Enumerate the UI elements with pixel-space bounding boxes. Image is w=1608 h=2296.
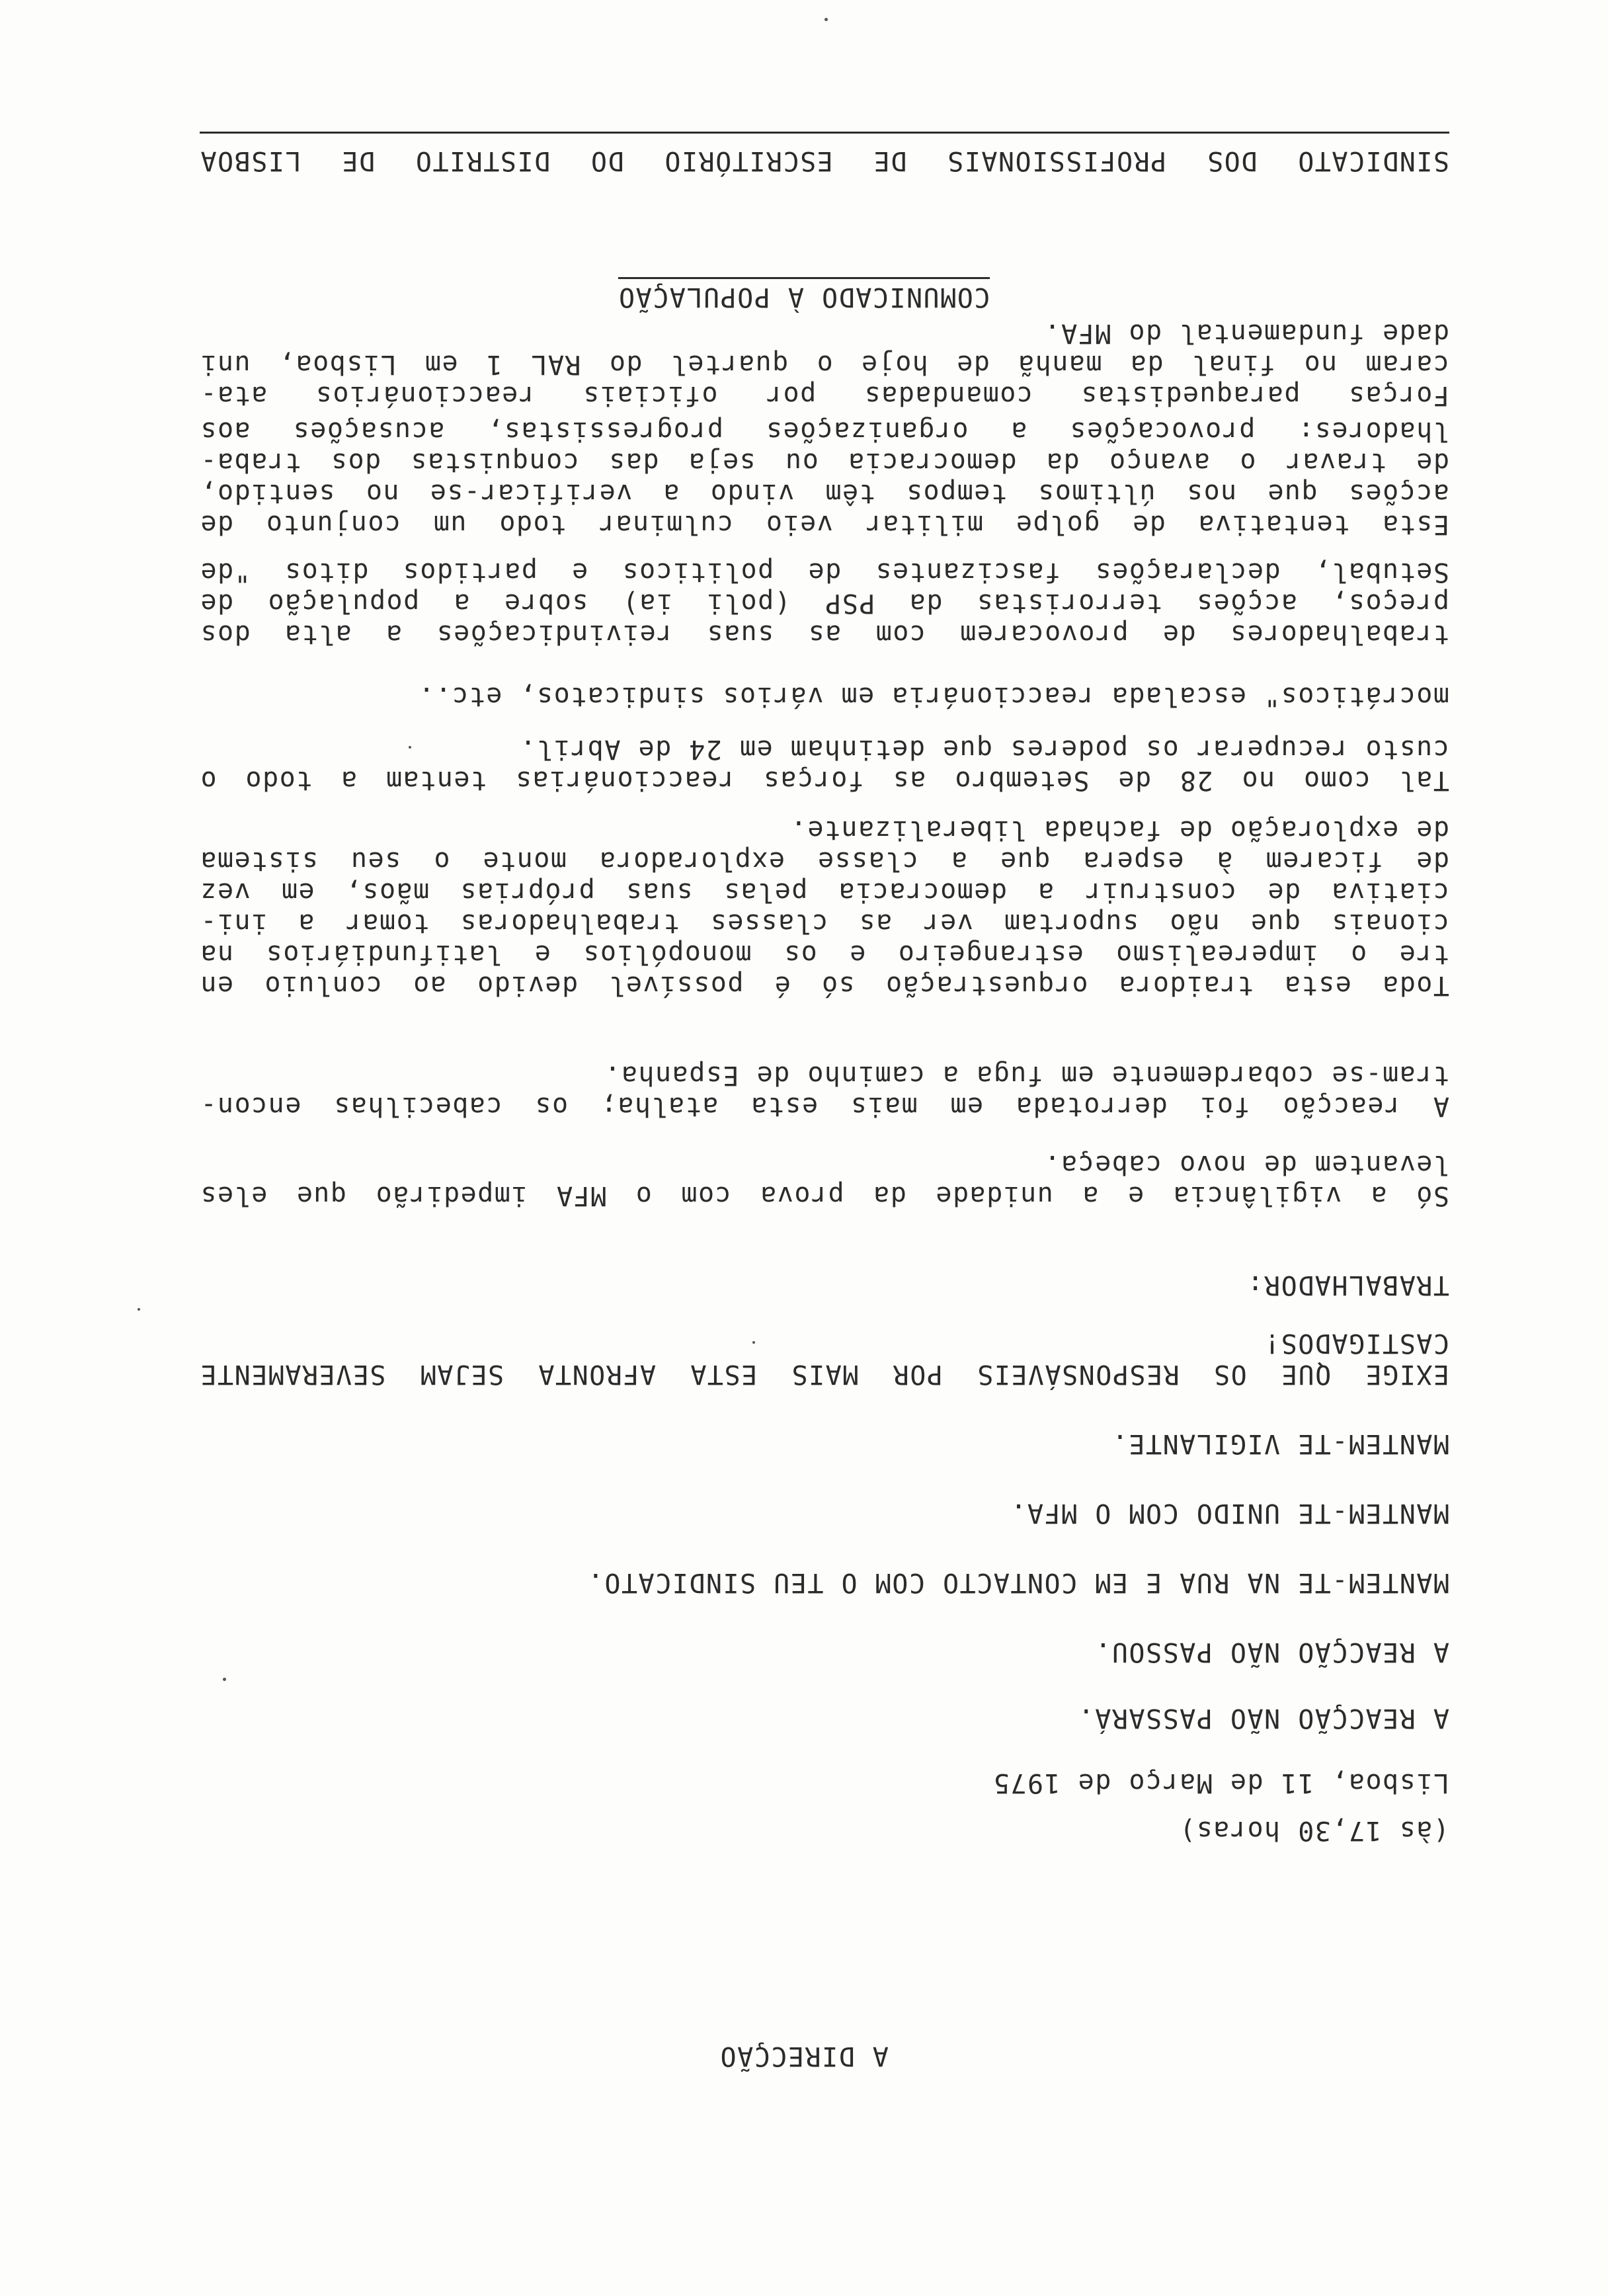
slogan-5: A REACÇÃO NÃO PASSARÁ. <box>1077 1703 1449 1733</box>
slogan-1: MANTEM-TE VIGILANTE. <box>1111 1428 1449 1459</box>
paragraph-2-line-4: lhadores: provocações a organizações progressistas, acusações aos <box>200 416 1449 446</box>
paragraph-4-line-4: ciativa de construir a democracia pelas suas próprias mãos, em vez <box>200 877 1449 907</box>
scan-speck <box>752 1341 755 1344</box>
paragraph-1-line-3: dade fundamental do MFA. <box>1043 318 1449 348</box>
slogan-3: MANTEM-TE NA RUA E EM CONTACTO COM O TEU SINDICATO. <box>586 1567 1449 1598</box>
paragraph-3-line-2: custo recuperar os poderes que detinham em 24 de Abril. <box>518 734 1449 764</box>
paragraph-4-line-5: de ficarem à espera que a classe exploradora monte o seu sistema <box>200 846 1449 876</box>
paragraph-2-line-7: Setubal, declarações fascizantes de politicos e partidos ditos "de <box>200 557 1449 587</box>
scan-speck <box>409 746 411 749</box>
paragraph-6-line-2: levantem de novo cabeça. <box>1043 1149 1449 1180</box>
paragraph-1-line-2: caram no final da manhã de hoje o quartel do RAL 1 em Lisboa, uni <box>200 349 1449 380</box>
scan-speck <box>138 1308 140 1311</box>
paragraph-1-line-1: Forças paraquedistas comandadas por oficiais reaccionários ata- <box>200 380 1449 411</box>
paragraph-2-line-3: de travar o avanço da democracia ou seja das conquistas dos traba- <box>200 447 1449 477</box>
paragraph-8-line-1: EXIGE QUE OS RESPONSÁVEIS POR MAIS ESTA AFRONTA SEJAM SEVERAMENTE <box>200 1359 1449 1389</box>
workers-heading: TRABALHADOR: <box>1246 1270 1449 1300</box>
paragraph-2-line-1: Esta tentativa de golpe militar veio culminar todo um conjunto de <box>200 509 1449 540</box>
paragraph-8-line-2: CASTIGADOS! <box>1263 1328 1449 1358</box>
header-organization: SINDICATO DOS PROFISSIONAIS DE ESCRITÓRIO DO DISTRITO DE LISBOA <box>200 145 1449 176</box>
dateline-date: Lisboa, 11 de Março de 1975 <box>992 1768 1449 1798</box>
document-title: COMUNICADO À POPULAÇÃO <box>618 277 990 312</box>
dateline-time: (às 17,30 horas) <box>1178 1815 1449 1846</box>
slogan-4: A REACÇÃO NÃO PASSOU. <box>1094 1637 1449 1667</box>
slogan-2: MANTEM-TE UNIDO COM O MFA. <box>1009 1498 1449 1528</box>
paragraph-2-line-5: trabalhadores de provocarem com as suas reivindicações a alta dos <box>200 619 1449 649</box>
paragraph-4-line-2: tre o imperealismo estrangeiro e os monopólios e latifundiários na <box>200 939 1449 969</box>
header-rule <box>200 132 1449 134</box>
paragraph-2-line-6: preços, acções terroristas da PSP (poli ia) sobre a população de <box>200 588 1449 618</box>
paragraph-4-line-6: de exploração de fachada liberalizante. <box>789 815 1449 845</box>
paragraph-4-line-3: cionais que não suportam ver as classes trabalhadoras tomar a ini- <box>200 908 1449 938</box>
title-block <box>0 277 1608 312</box>
paragraph-4-line-1: Toda esta traidora orquestração só é possível devido ao conluio en <box>200 970 1449 1001</box>
paragraph-2-line-8: mocráticos" escalada reaccionária em vários sindicatos, etc.. <box>417 681 1449 712</box>
paragraph-6-line-1: Só a vigilância e a unidade da prova com o MFA impedirão que eles <box>200 1180 1449 1211</box>
paragraph-3-line-1: Tal como no 28 de Setembro as forças reaccionárias tentam a todo o <box>200 765 1449 796</box>
paragraph-5-line-2: tram-se cobardemente em fuga a caminho de Espanha. <box>603 1060 1449 1090</box>
signature: A DIRECÇÃO <box>719 2041 889 2071</box>
paragraph-5-line-1: A reacção foi derrotada em mais esta atalha; os cabecilhas encon- <box>200 1091 1449 1122</box>
scan-speck <box>824 18 828 21</box>
paragraph-2-line-2: acções que nos últimos tempos têm vindo a verificar-se no sentido, <box>200 478 1449 509</box>
scan-speck <box>223 1678 226 1681</box>
